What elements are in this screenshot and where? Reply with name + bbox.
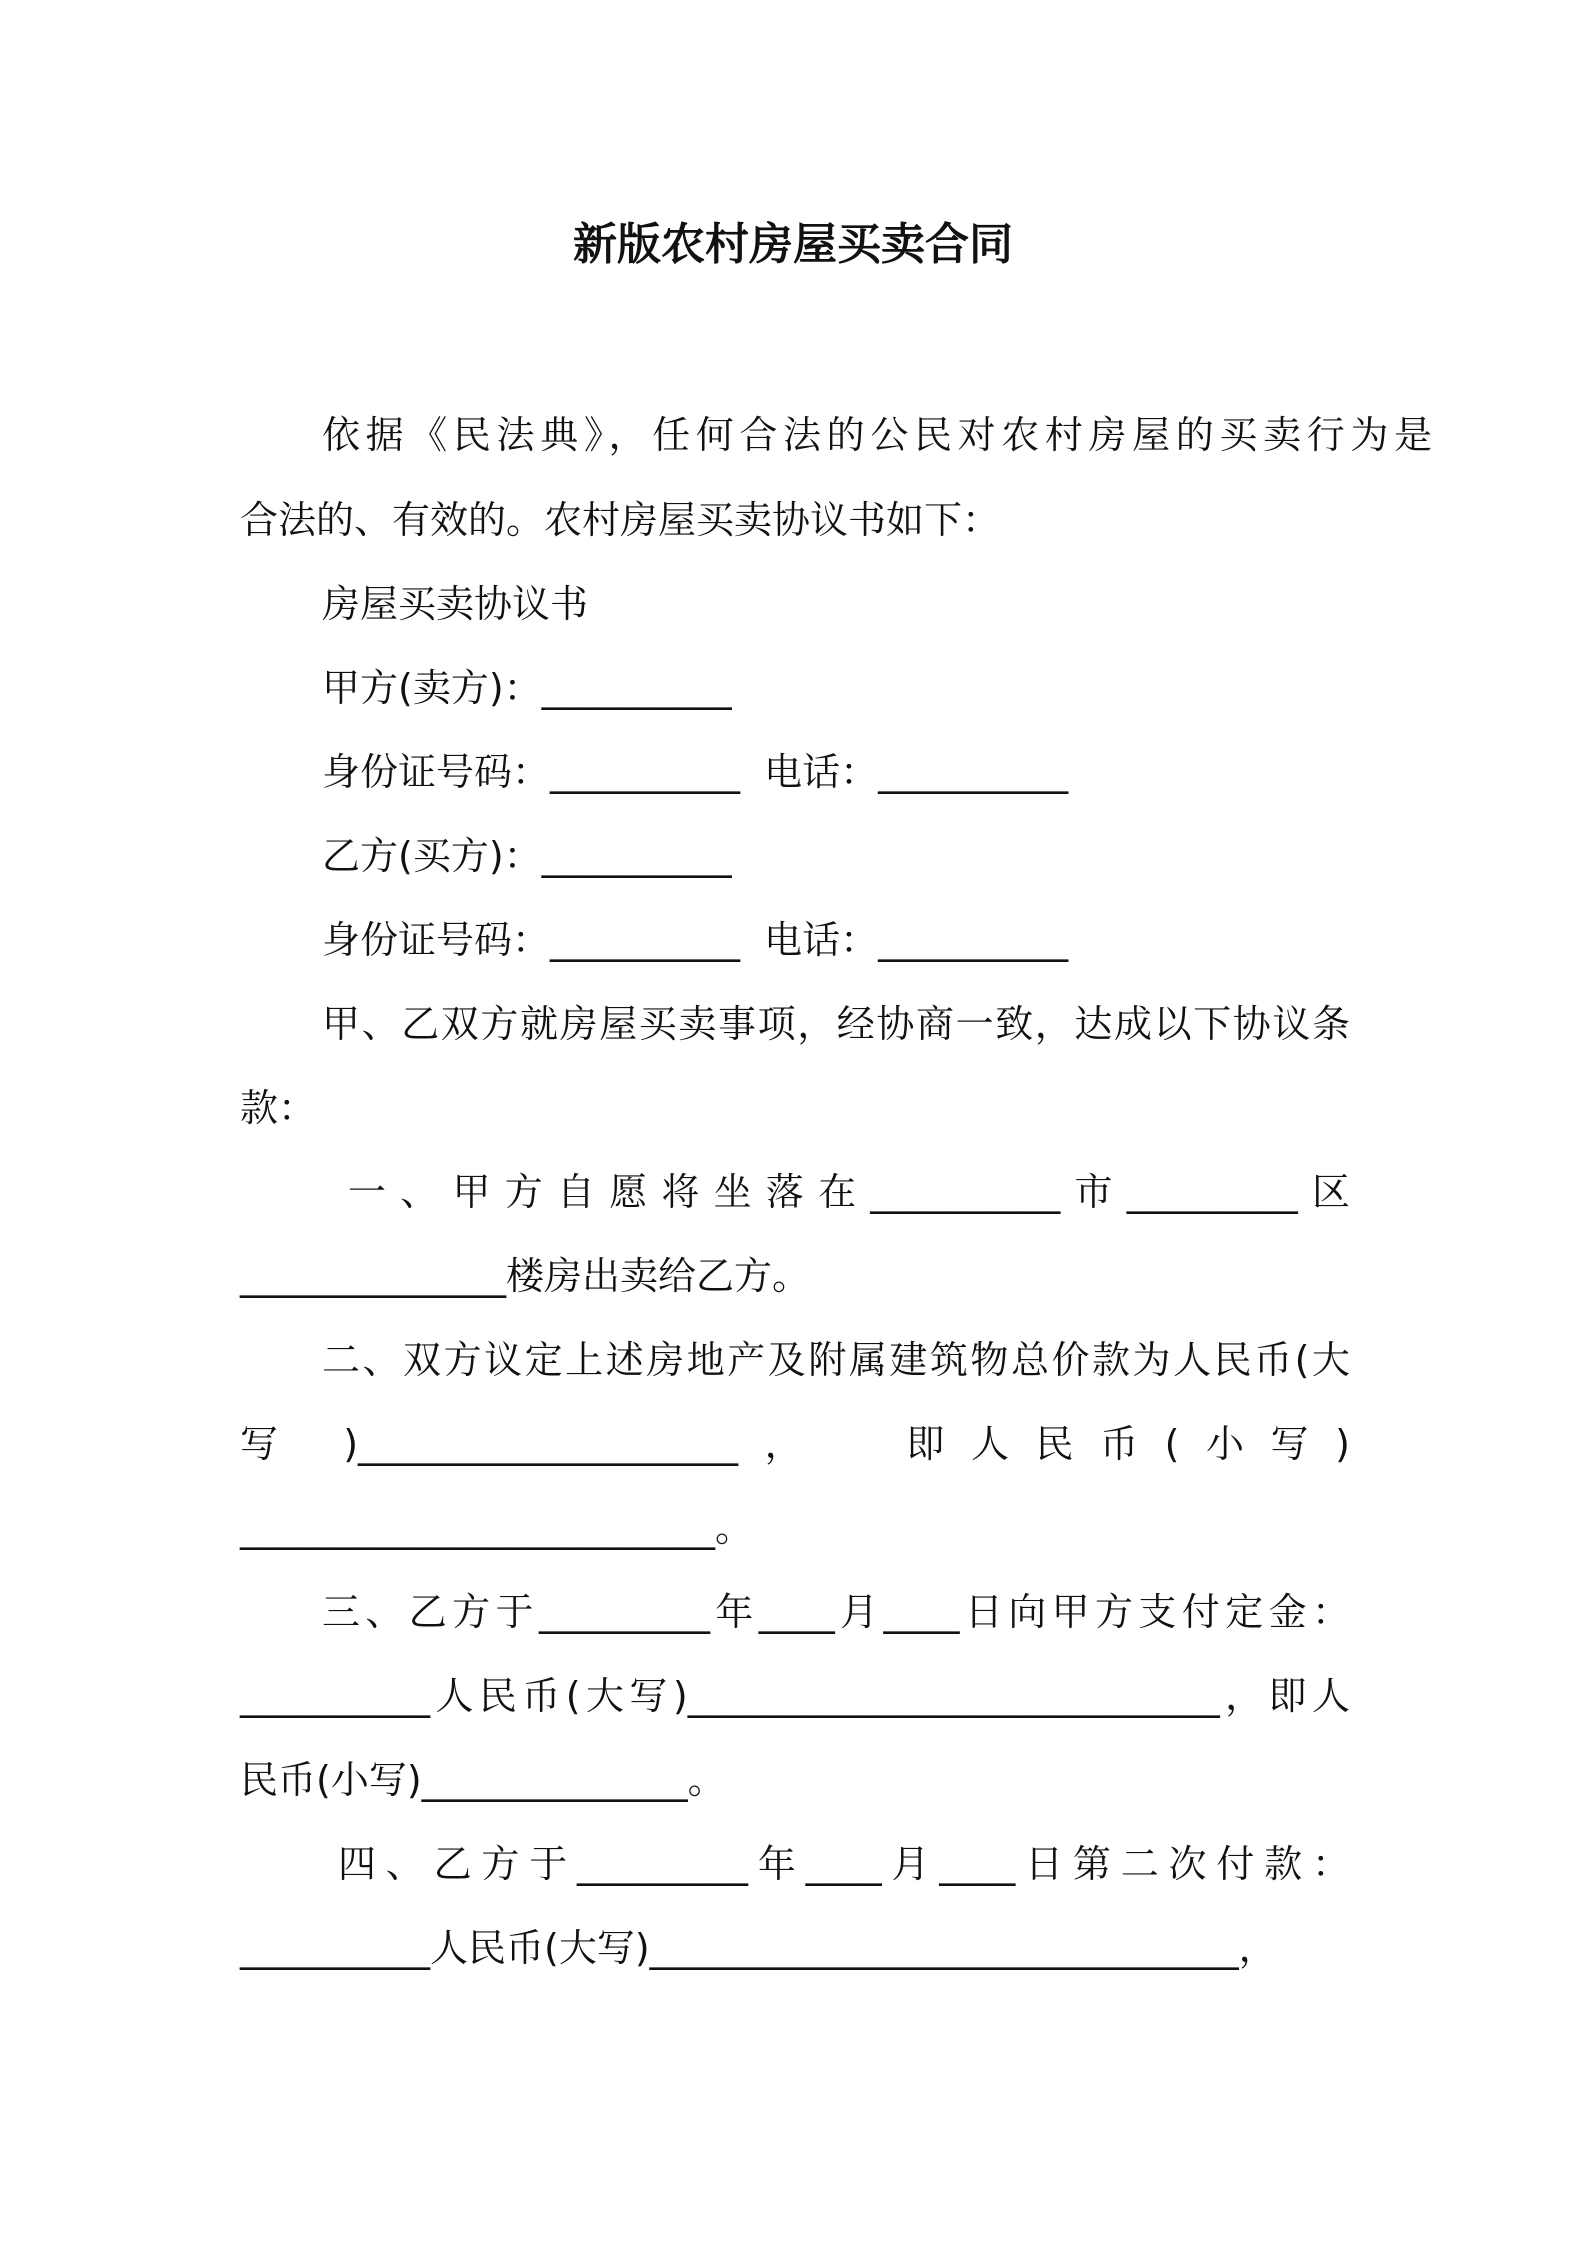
intro-line-1: 依据《民法典》，任何合法的公民对农村房屋的买卖行为是	[322, 413, 1432, 457]
party-b-line: 乙方(买方)：__________	[322, 834, 732, 878]
party-b-id-phone-line: 身份证号码：__________ 电话：__________	[322, 918, 1069, 962]
clause-2-line-1: 二、双方议定上述房地产及附属建筑物总价款为人民币(大	[322, 1338, 1350, 1382]
clause-2-line-3: _________________________。	[240, 1506, 754, 1550]
clause-1-line-2: ______________楼房出卖给乙方。	[240, 1254, 811, 1298]
party-a-line: 甲方(卖方)：__________	[322, 666, 732, 710]
clause-4-line-1: 四、乙方于_________年____月____日第二次付款：	[338, 1842, 1350, 1886]
clause-4-line-2: __________人民币(大写)_______________________________，	[240, 1926, 1277, 1970]
document-title: 新版农村房屋买卖合同	[573, 219, 1013, 270]
party-a-id-phone-line: 身份证号码：__________ 电话：__________	[322, 750, 1069, 794]
clause-3-line-3: 民币(小写)______________。	[240, 1758, 726, 1802]
clause-3-line-2: __________人民币(大写)____________________________，即人	[240, 1674, 1350, 1718]
clause-3-line-1: 三、乙方于_________年____月____日向甲方支付定金：	[322, 1590, 1350, 1634]
intro-line-2: 合法的、有效的。农村房屋买卖协议书如下：	[240, 498, 1001, 542]
clause-1-line-1: 一、甲方自愿将坐落在__________市_________区	[348, 1170, 1350, 1214]
consensus-line-2: 款：	[240, 1086, 317, 1130]
consensus-line-1: 甲、乙双方就房屋买卖事项，经协商一致，达成以下协议条	[322, 1002, 1350, 1046]
agreement-heading: 房屋买卖协议书	[322, 582, 589, 626]
clause-2-line-2: 写 )____________________， 即人民币(小写)	[240, 1422, 1350, 1466]
